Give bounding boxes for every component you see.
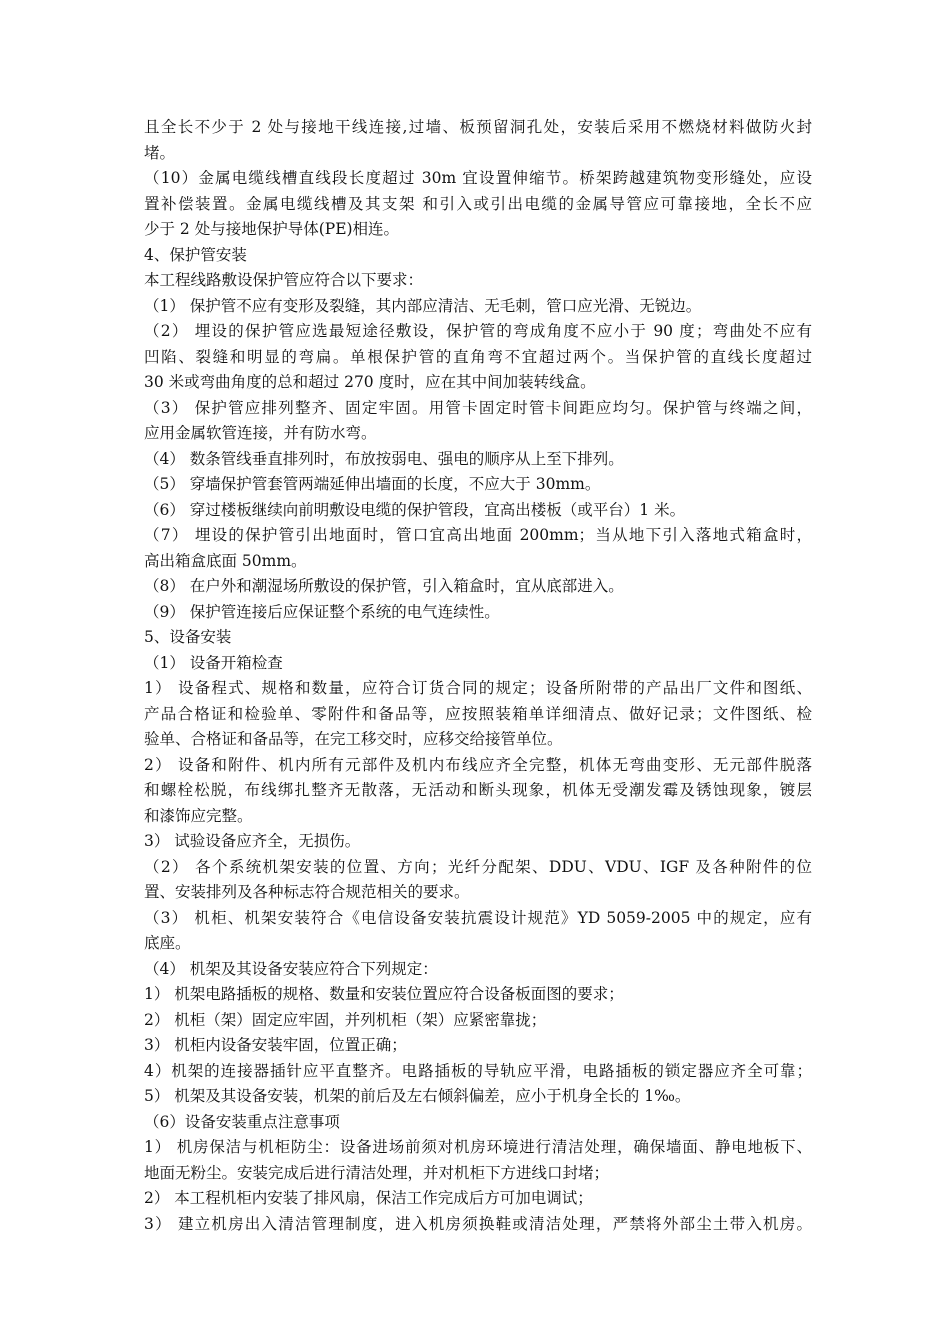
text-line: （6）设备安装重点注意事项 bbox=[144, 1112, 340, 1131]
text-line: 堵。 bbox=[144, 143, 176, 162]
text-line: 地面无粉尘。安装完成后进行清洁处理，并对机柜下方进线口封堵； bbox=[144, 1163, 610, 1182]
text-line: 置、安装排列及各种标志符合规范相关的要求。 bbox=[144, 883, 470, 901]
text-line: 凹陷、裂缝和明显的弯扁。单根保护管的直角弯不宜超过两个。当保护管的直线长度超过 bbox=[144, 347, 812, 366]
text-line: （2） 各个系统机架安装的位置、方向；光纤分配架、DDU、VDU、IGF 及各种附件的位 bbox=[144, 857, 812, 876]
text-line: 4）机架的连接器插针应平直整齐。电路插板的导轨应平滑，电路插板的锁定器应齐全可靠； bbox=[144, 1061, 812, 1080]
text-line: 1） 机房保洁与机柜防尘：设备进场前须对机房环境进行清洁处理，确保墙面、静电地板下、 bbox=[144, 1138, 812, 1156]
text-line: （8） 在户外和潮湿场所敷设的保护管，引入箱盒时，宜从底部进入。 bbox=[144, 577, 624, 595]
text-line: 2） 机柜（架）固定应牢固，并列机柜（架）应紧密靠拢； bbox=[144, 1010, 547, 1029]
text-line: （3） 机柜、机架安装符合《电信设备安装抗震设计规范》YD 5059-2005 中的规定，应有 bbox=[144, 908, 812, 927]
text-line: （1） 设备开箱检查 bbox=[144, 653, 283, 672]
text-line: （7） 埋设的保护管引出地面时，管口宜高出地面 200mm；当从地下引入落地式箱盒时， bbox=[144, 526, 812, 544]
text-line: 3） 试验设备应齐全，无损伤。 bbox=[144, 832, 361, 850]
text-line: （9） 保护管连接后应保证整个系统的电气连续性。 bbox=[144, 602, 500, 621]
text-line: 本工程线路敷设保护管应符合以下要求： bbox=[144, 271, 424, 289]
text-line: 1） 设备程式、规格和数量，应符合订货合同的规定；设备所附带的产品出厂文件和图纸、 bbox=[144, 679, 812, 697]
text-line: 产品合格证和检验单、零附件和备品等，应按照装箱单详细清点、做好记录；文件图纸、检 bbox=[144, 704, 812, 723]
text-line: 30 米或弯曲角度的总和超过 270 度时，应在其中间加装转线盒。 bbox=[144, 373, 596, 391]
text-line: （6） 穿过楼板继续向前明敷设电缆的保护管段，宜高出楼板（或平台）1 米。 bbox=[144, 500, 686, 519]
text-line: 5、设备安装 bbox=[144, 628, 232, 646]
text-line: 3） 机柜内设备安装牢固，位置正确； bbox=[144, 1036, 407, 1054]
text-line: 2） 设备和附件、机内所有元部件及机内布线应齐全完整，机体无弯曲变形、无元部件脱落 bbox=[144, 755, 812, 774]
text-line: 且全长不少于 2 处与接地干线连接,过墙、板预留洞孔处，安装后采用不燃烧材料做防火封 bbox=[144, 118, 812, 136]
document-body bbox=[144, 115, 812, 1237]
text-line: 高出箱盒底面 50mm。 bbox=[144, 551, 307, 570]
text-line: 验单、合格证和备品等，在完工移交时，应移交给接管单位。 bbox=[144, 730, 563, 748]
text-line: 应用金属软管连接，并有防水弯。 bbox=[144, 424, 377, 442]
text-line: 3） 建立机房出入清洁管理制度，进入机房须换鞋或清洁处理，严禁将外部尘土带入机房。 bbox=[144, 1214, 812, 1233]
text-line: 和漆饰应完整。 bbox=[144, 806, 253, 825]
text-line: 和螺栓松脱，布线绑扎整齐无散落，无活动和断头现象，机体无受潮发霉及锈蚀现象，镀层 bbox=[144, 781, 812, 799]
text-line: （10）金属电缆线槽直线段长度超过 30m 宜设置伸缩节。桥架跨越建筑物变形缝处，应设 bbox=[144, 169, 812, 187]
text-line: 置补偿装置。金属电缆线槽及其支架 和引入或引出电缆的金属导管应可靠接地，全长不应 bbox=[144, 194, 812, 213]
text-line: （4） 数条管线垂直排列时，布放按弱电、强电的顺序从上至下排列。 bbox=[144, 449, 624, 468]
text-line: 少于 2 处与接地保护导体(PE)相连。 bbox=[144, 220, 400, 238]
text-line: （4） 机架及其设备安装应符合下列规定： bbox=[144, 959, 438, 978]
text-line: 底座。 bbox=[144, 934, 191, 952]
text-line: 4、保护管安装 bbox=[144, 245, 247, 264]
text-line: 2） 本工程机柜内安装了排风扇，保洁工作完成后方可加电调试； bbox=[144, 1189, 593, 1207]
text-line: 5） 机架及其设备安装，机架的前后及左右倾斜偏差，应小于机身全长的 1‰。 bbox=[144, 1087, 691, 1105]
text-line: （5） 穿墙保护管套管两端延伸出墙面的长度，不应大于 30mm。 bbox=[144, 475, 601, 493]
text-line: 1） 机架电路插板的规格、数量和安装位置应符合设备板面图的要求； bbox=[144, 985, 624, 1003]
text-line: （1） 保护管不应有变形及裂缝，其内部应清洁、无毛刺，管口应光滑、无锐边。 bbox=[144, 296, 702, 315]
text-line: （2） 埋设的保护管应选最短途径敷设，保护管的弯成角度不应小于 90 度；弯曲处不应有 bbox=[144, 322, 812, 340]
text-line: （3） 保护管应排列整齐、固定牢固。用管卡固定时管卡间距应均匀。保护管与终端之间， bbox=[144, 398, 812, 417]
